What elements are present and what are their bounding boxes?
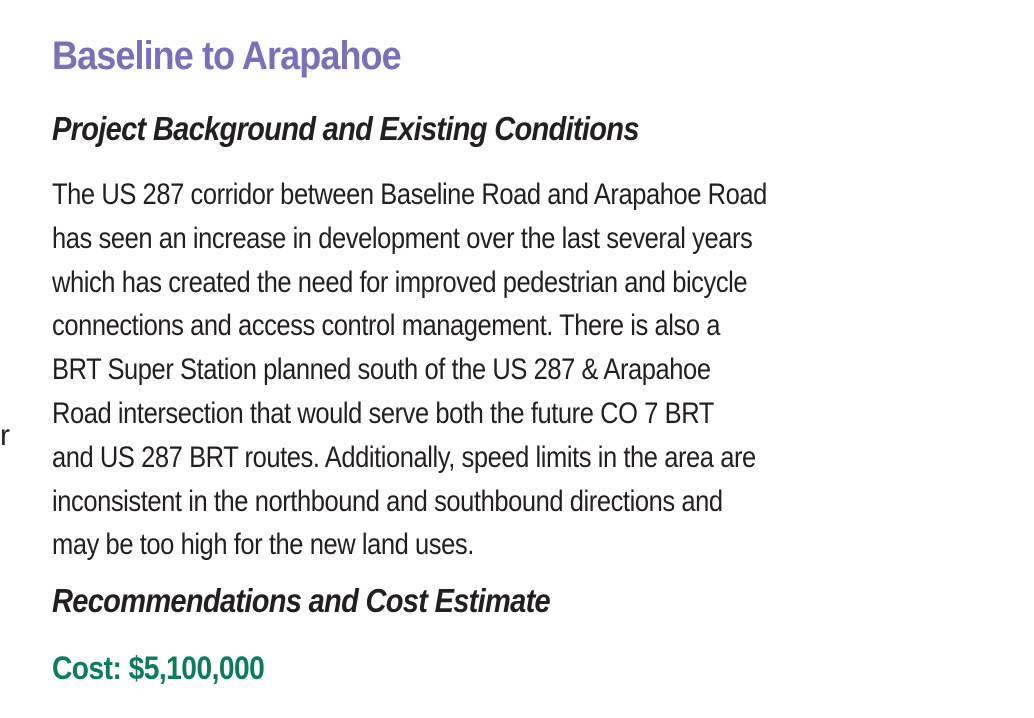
paragraph-line: has seen an increase in development over the last several years [52,221,753,255]
background-heading: Project Background and Existing Conditions [52,110,639,147]
paragraph-line: The US 287 corridor between Baseline Road and Arapahoe Road [52,178,767,211]
paragraph-line: and US 287 BRT routes. Additionally, speed limits in the area are [52,440,756,474]
section-title: Baseline to Arapahoe [52,34,401,78]
document-section [52,32,982,688]
paragraph-line: may be too high for the new land uses. [52,528,474,562]
paragraph-line: Road intersection that would serve both the future CO 7 BRT [52,396,714,430]
background-paragraph [52,173,953,567]
paragraph-line: connections and access control management. There is also a [52,309,721,343]
paragraph-line: BRT Super Station planned south of the US 287 & Arapahoe [52,353,711,387]
paragraph-line: inconsistent in the northbound and southbound directions and [52,484,723,518]
cost-estimate: Cost: $5,100,000 [52,650,265,687]
paragraph-line: which has created the need for improved pedestrian and bicycle [52,265,748,299]
recommendations-heading: Recommendations and Cost Estimate [52,582,550,620]
clipped-text-fragment: r [0,419,10,452]
